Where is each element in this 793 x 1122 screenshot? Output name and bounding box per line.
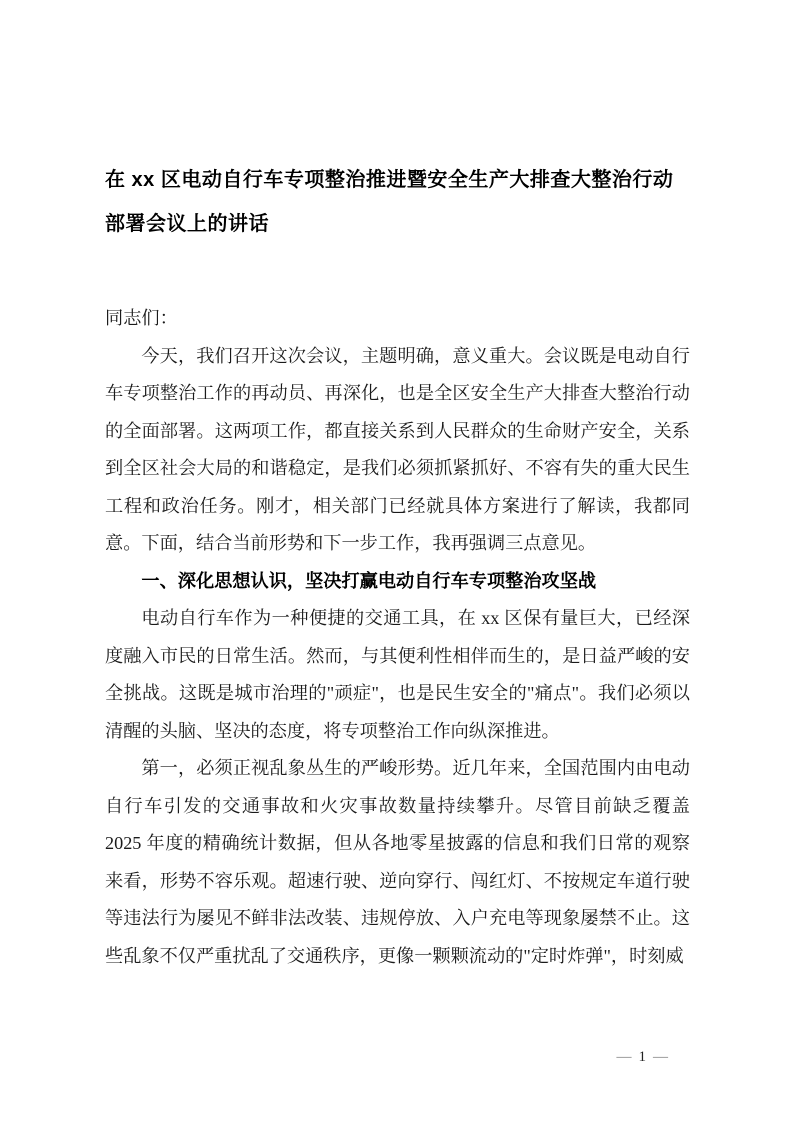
page-number-dash-right: — [653, 1049, 668, 1065]
paragraph-intro: 今天，我们召开这次会议，主题明确，意义重大。会议既是电动自行车专项整治工作的再动员、再深化，也是全区安全生产大排查大整治行动的全面部署。这两项工作，都直接关系到人民群众的生命财产安全，关系到全区社会大局的和谐稳定，是我们必须抓紧抓好、不容有失的重大民生工程和政治任务。刚才，相关部门已经就具体方案进行了解读，我都同意。下面，结合当前形势和下一步工作，我再强调三点意见。 [105, 345, 690, 553]
page-number-dash-left: — [616, 1049, 632, 1065]
paragraph-section1-overview: 电动自行车作为一种便捷的交通工具，在 xx 区保有量巨大，已经深度融入市民的日常生活。然而，与其便利性相伴而生的，是日益严峻的安全挑战。这既是城市治理的"顽症"，也是民生安全的"痛点"。我们必须以清醒的头脑、坚决的态度，将专项整治工作向纵深推进。 [105, 608, 690, 741]
paragraph-point-1: 第一，必须正视乱象丛生的严峻形势。近几年来，全国范围内由电动自行车引发的交通事故和火灾事故数量持续攀升。尽管目前缺乏覆盖 2025 年度的精确统计数据，但从各地零星披露的信息和我们日常的观察来看，形势不容乐观。超速行驶、逆向穿行、闯红灯、不按规定车道行驶等违法行为屡见不鲜非法改装、违规停放、入户充电等现象屡禁不止。这些乱象不仅严重扰乱了交通秩序，更像一颗颗流动的"定时炸弹"，时刻威 [105, 758, 690, 966]
salutation: 同志们： [105, 308, 178, 328]
page-number [602, 1030, 669, 1084]
document-body [105, 300, 690, 975]
document-title: 在 xx 区电动自行车专项整治推进暨安全生产大排查大整治行动部署会议上的讲话 [105, 169, 674, 235]
page-number-value: 1 [638, 1049, 646, 1065]
section-heading-1: 一、深化思想认识，坚决打赢电动自行车专项整治攻坚战 [141, 570, 597, 591]
